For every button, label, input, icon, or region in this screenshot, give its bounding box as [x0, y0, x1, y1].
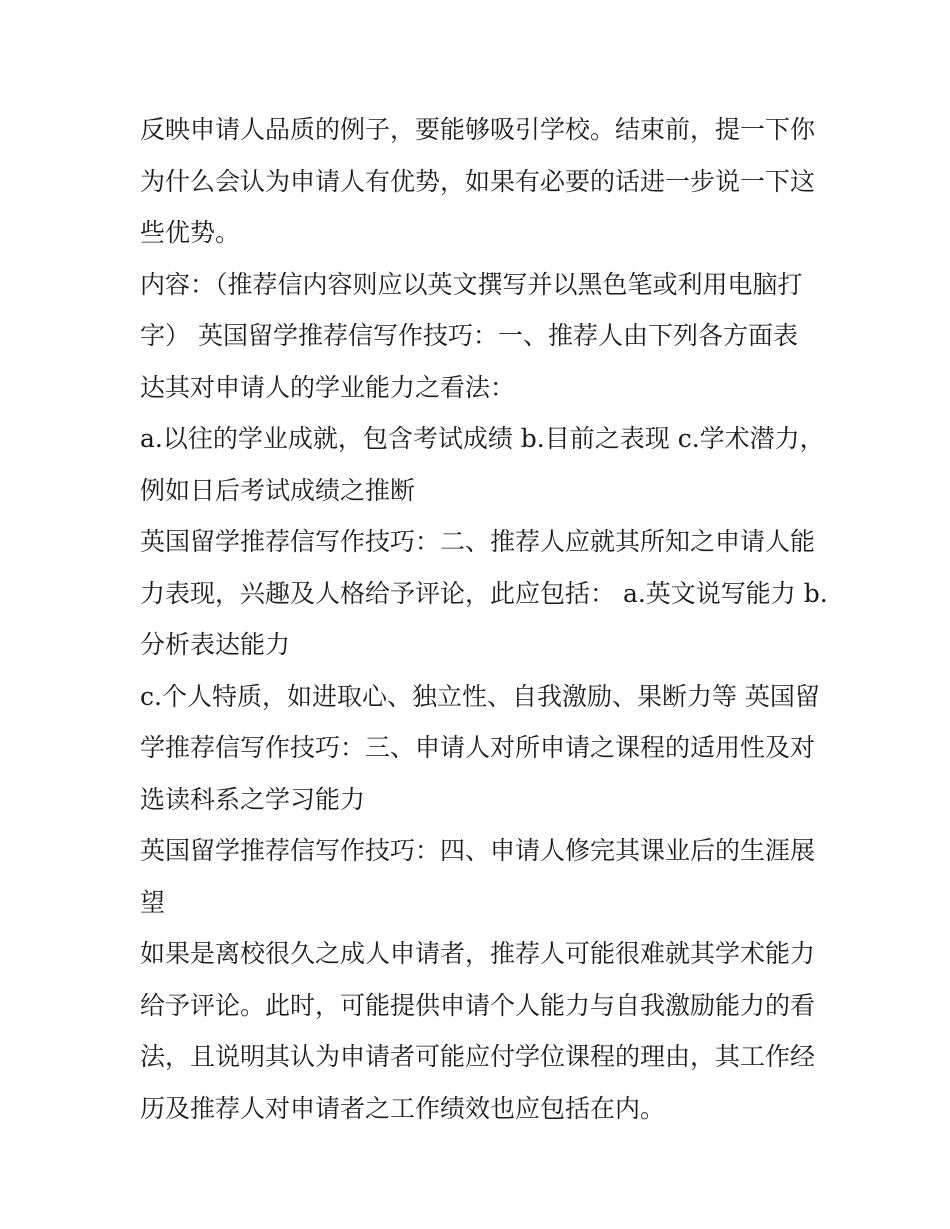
text-line: 字） 英国留学推荐信写作技巧：一、推荐人由下列各方面表: [140, 321, 798, 350]
text-line: 力表现，兴趣及人格给予评论，此应包括： a.英文说写能力 b.: [140, 578, 828, 608]
text-line: 内容：（推荐信内容则应以英文撰写并以黑色笔或利用电脑打: [140, 269, 803, 299]
text-line: 达其对申请人的学业能力之看法：: [140, 372, 516, 402]
text-line: 英国留学推荐信写作技巧：四、申请人修完其课业后的生涯展: [140, 836, 816, 865]
text-line: 历及推荐人对申请者之工作绩效也应包括在内。: [140, 1093, 666, 1123]
text-line: 学推荐信写作技巧：三、申请人对所申请之课程的适用性及对: [140, 733, 816, 762]
text-line: 如果是离校很久之成人申请者，推荐人可能很难就其学术能力: [140, 939, 816, 968]
text-line: 些优势。: [140, 218, 241, 247]
text-line: a.以往的学业成就，包含考试成绩 b.目前之表现 c.学术潜力，: [140, 424, 825, 453]
text-line: 分析表达能力: [140, 630, 291, 659]
text-line: 英国留学推荐信写作技巧：二、推荐人应就其所知之申请人能: [140, 527, 816, 556]
text-line: 法，且说明其认为申请者可能应付学位课程的理由，其工作经: [140, 1042, 816, 1071]
text-line: 给予评论。此时，可能提供申请个人能力与自我激励能力的看: [140, 990, 816, 1020]
text-line: 望: [140, 887, 166, 917]
text-line: 为什么会认为申请人有优势，如果有必要的话进一步说一下这: [140, 166, 816, 196]
document-body: [140, 104, 830, 1134]
text-line: c.个人特质，如进取心、独立性、自我激励、果断力等 英国留: [140, 681, 820, 711]
text-line: 例如日后考试成绩之推断: [140, 475, 416, 505]
text-line: 选读科系之学习能力: [140, 784, 366, 814]
text-line: 反映申请人品质的例子，要能够吸引学校。结束前，提一下你: [140, 115, 816, 144]
